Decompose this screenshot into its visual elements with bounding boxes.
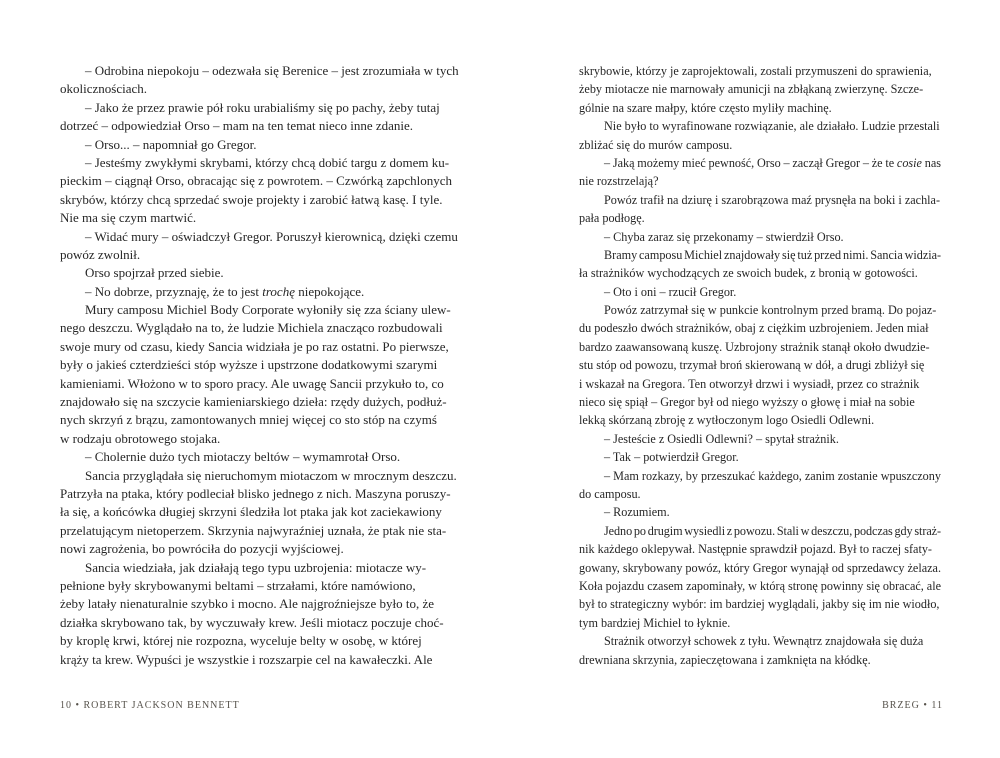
paragraph [579, 448, 941, 466]
text-line: nowi zagrożenia, bo powróciła do pozycji wyjściowej. [60, 541, 344, 557]
text-line: Bramy camposu Michiel znajdowały się tuż przed nimi. Sancia widzia- [604, 247, 942, 262]
paragraph [579, 228, 941, 246]
text-line: – Rozumiem. [604, 505, 670, 520]
text-line: du podeszło dwóch strażników, obaj z ciężkim uzbrojeniem. Jeden miał [579, 321, 929, 336]
text-line: krąży ta krew. Wypuści je wszystkie i rozszarpie cel na kawałeczki. Ale [60, 651, 433, 667]
paragraph [60, 301, 468, 448]
paragraph [579, 191, 941, 228]
text-line: stu stóp od powozu, trzymał broń skierowaną w dół, a drugi zbliżył się [579, 358, 925, 373]
paragraph [579, 117, 941, 154]
text-line: w rodzaju obrotowego stojaka. [60, 430, 221, 446]
text-line: nieco się spiął – Gregor był od niego wyższy o głowę i miał na sobie [579, 395, 915, 410]
text-line: gólnie na szare małpy, które często myliły machinę. [579, 100, 832, 115]
text-line: – Oto i oni – rzucił Gregor. [604, 284, 737, 299]
text-line: pełnione były skrybowanymi beltami – strzałami, które namówiono, [60, 577, 416, 593]
text-line: – Cholernie dużo tych miotaczy beltów – wymamrotał Orso. [85, 449, 401, 465]
paragraph [60, 448, 468, 466]
paragraph [579, 632, 941, 669]
text-line: drewniana skrzynia, zapieczętowana i zamknięta na kłódkę. [579, 652, 871, 667]
text-line: przelatującym nietoperzem. Skrzynia najwyraźniej uznała, że ptak nie sta- [60, 522, 447, 538]
paragraph [579, 283, 941, 301]
paragraph [579, 467, 941, 504]
text-line: Jedno po drugim wysiedli z powozu. Stali w deszczu, podczas gdy straż- [604, 523, 941, 538]
paragraph [60, 467, 468, 559]
page-footer-left: 10 • ROBERT JACKSON BENNETT [60, 700, 240, 711]
text-line: Strażnik otworzył schowek z tyłu. Wewnątrz znajdowała się duża [604, 634, 924, 649]
text-line: Powóz zatrzymał się w punkcie kontrolnym przed bramą. Do pojaz- [604, 303, 937, 318]
paragraph [579, 154, 941, 191]
text-line: – Widać mury – oświadczył Gregor. Poruszył kierownicą, dzięki czemu [85, 228, 458, 244]
paragraph [60, 136, 468, 154]
paragraph [579, 246, 941, 283]
text-line: dotrzeć – odpowiedział Orso – mam na ten temat nieco inne zdanie. [60, 118, 414, 134]
text-line: swoje mury od czasu, kiedy Sancia widziała je po raz ostatni. Po pierwsze, [60, 338, 449, 354]
paragraph [579, 430, 941, 448]
text-line: Nie ma się czym martwić. [60, 210, 197, 226]
text-line: do camposu. [579, 486, 641, 501]
text-line: – Mam rozkazy, by przeszukać każdego, zanim zostanie wpuszczony [604, 468, 941, 483]
text-line: – Odrobina niepokoju – odezwała się Berenice – jest zrozumiała w tych [85, 63, 459, 78]
paragraph [579, 301, 941, 430]
text-line: – Jesteśmy zwykłymi skrybami, którzy chcą dobić targu z domem ku- [85, 154, 450, 170]
book-page-right-text [579, 62, 941, 669]
text-line: zbliżać się do murów camposu. [579, 137, 733, 152]
text-line: znajdowało się na szczycie kamieniarskiego dzieła: rzędy dużych, podłuż- [60, 394, 447, 410]
text-line: tym bardziej Michiel to łyknie. [579, 615, 731, 630]
text-line: pała podłogę. [579, 211, 645, 226]
text-line: nego deszczu. Wyglądało na to, że ludzie Michiela znacząco rozbudowali [60, 320, 443, 336]
text-line: Mury camposu Michiel Body Corporate wyłoniły się zza ściany ulew- [85, 302, 451, 318]
text-line: okolicznościach. [60, 81, 147, 97]
page-footer-right: BRZEG • 11 [882, 700, 943, 711]
text-line: skrybów, którzy chcą sprzedać swoje projekty i zarobić łatwą kasę. I tyle. [60, 191, 443, 207]
text-line: – Jaką możemy mieć pewność, Orso – zaczął Gregor – że te cosie nas [604, 155, 941, 170]
text-line: działka skrybowano tak, by wyczuwały krew. Jeśli miotacz poczuje choć- [60, 614, 444, 630]
paragraph [60, 228, 468, 265]
paragraph [60, 99, 468, 136]
text-line: by kroplę krwi, której nie rozpozna, wyceluje belty w osobę, w której [60, 633, 422, 649]
text-line: kamieniami. Włożono w to sporo pracy. Ale uwagę Sancii przykuło to, co [60, 375, 444, 391]
text-line: żeby miotacze nie marnowały amunicji na zbłąkaną zwierzynę. Szcze- [579, 82, 924, 97]
text-line: – Chyba zaraz się przekonamy – stwierdził Orso. [604, 229, 844, 244]
paragraph [60, 62, 468, 99]
text-line: nie rozstrzelają? [579, 174, 659, 189]
paragraph [579, 522, 941, 632]
text-line: Powóz trafił na dziurę i szarobrązowa maź prysnęła na boki i zachla- [604, 192, 941, 207]
text-line: – Orso... – napomniał go Gregor. [85, 136, 257, 152]
paragraph [579, 62, 941, 117]
text-line: ła się, a końcówka długiej skrzyni śledziła lot ptaka jak kot zaciekawiony [60, 504, 442, 520]
text-line: Sancia przyglądała się nieruchomym miotaczom w mrocznym deszczu. [85, 467, 457, 483]
paragraph [579, 503, 941, 521]
text-line: Patrzyła na ptaka, który podleciał blisko jednego z nich. Maszyna poruszy- [60, 485, 451, 501]
text-line: pieckim – ciągnął Orso, obracając się z powrotem. – Czwórką zapchlonych [60, 173, 453, 189]
text-line: – Jesteście z Osiedli Odlewni? – spytał strażnik. [604, 431, 839, 446]
text-line: i wskazał na Gregora. Ten otworzył drzwi i wysiadł, przez co strażnik [579, 376, 920, 391]
text-line: Koła pojazdu czasem zapominały, w którą stronę powinny się obracać, ale [579, 578, 941, 593]
text-line: były o jakieś czterdzieści stóp wyższe i upstrzone dodatkowymi szarymi [60, 357, 438, 373]
text-line: nych skrzyń z brązu, zamontowanych mniej więcej co sto stóp na czymś [60, 412, 437, 428]
text-line: – Jako że przez prawie pół roku urabialiśmy się po pachy, żeby tutaj [85, 99, 440, 115]
text-line: lekką skórzaną zbroję z wytłoczonym logo Osiedli Odlewni. [579, 413, 875, 428]
text-line: Orso spojrzał przed siebie. [85, 265, 224, 281]
text-line: ła strażników wychodzących ze swoich budek, z bronią w gotowości. [579, 266, 918, 281]
text-line: nik każdego oklepywał. Następnie sprawdził pojazd. Był to raczej sfaty- [579, 542, 932, 557]
text-line: gowany, skrybowany powóz, który Gregor wynajął od sprzedawcy żelaza. [579, 560, 941, 575]
paragraph [60, 559, 468, 669]
text-line: był to strategiczny wybór: im bardziej wyglądali, jakby się im nie wiodło, [579, 597, 940, 612]
text-line: – Tak – potwierdził Gregor. [604, 450, 739, 465]
book-page-left-text [60, 62, 468, 669]
text-line: Nie było to wyrafinowane rozwiązanie, ale działało. Ludzie przestali [604, 119, 940, 134]
text-line: skrybowie, którzy je zaprojektowali, zostali przymuszeni do sprawienia, [579, 64, 932, 78]
text-line: powóz zwolnił. [60, 246, 141, 262]
text-line: bardzo zaawansowaną kuszę. Uzbrojony strażnik stanął około dwudzie- [579, 339, 930, 354]
text-line: Sancia wiedziała, jak działają tego typu uzbrojenia: miotacze wy- [85, 559, 427, 575]
paragraph [60, 264, 468, 282]
paragraph [60, 154, 468, 228]
text-line: – No dobrze, przyznaję, że to jest trochę niepokojące. [85, 283, 365, 299]
paragraph [60, 283, 468, 301]
text-line: żeby latały nienaturalnie szybko i mocno. Ale najgroźniejsze było to, że [60, 596, 434, 612]
